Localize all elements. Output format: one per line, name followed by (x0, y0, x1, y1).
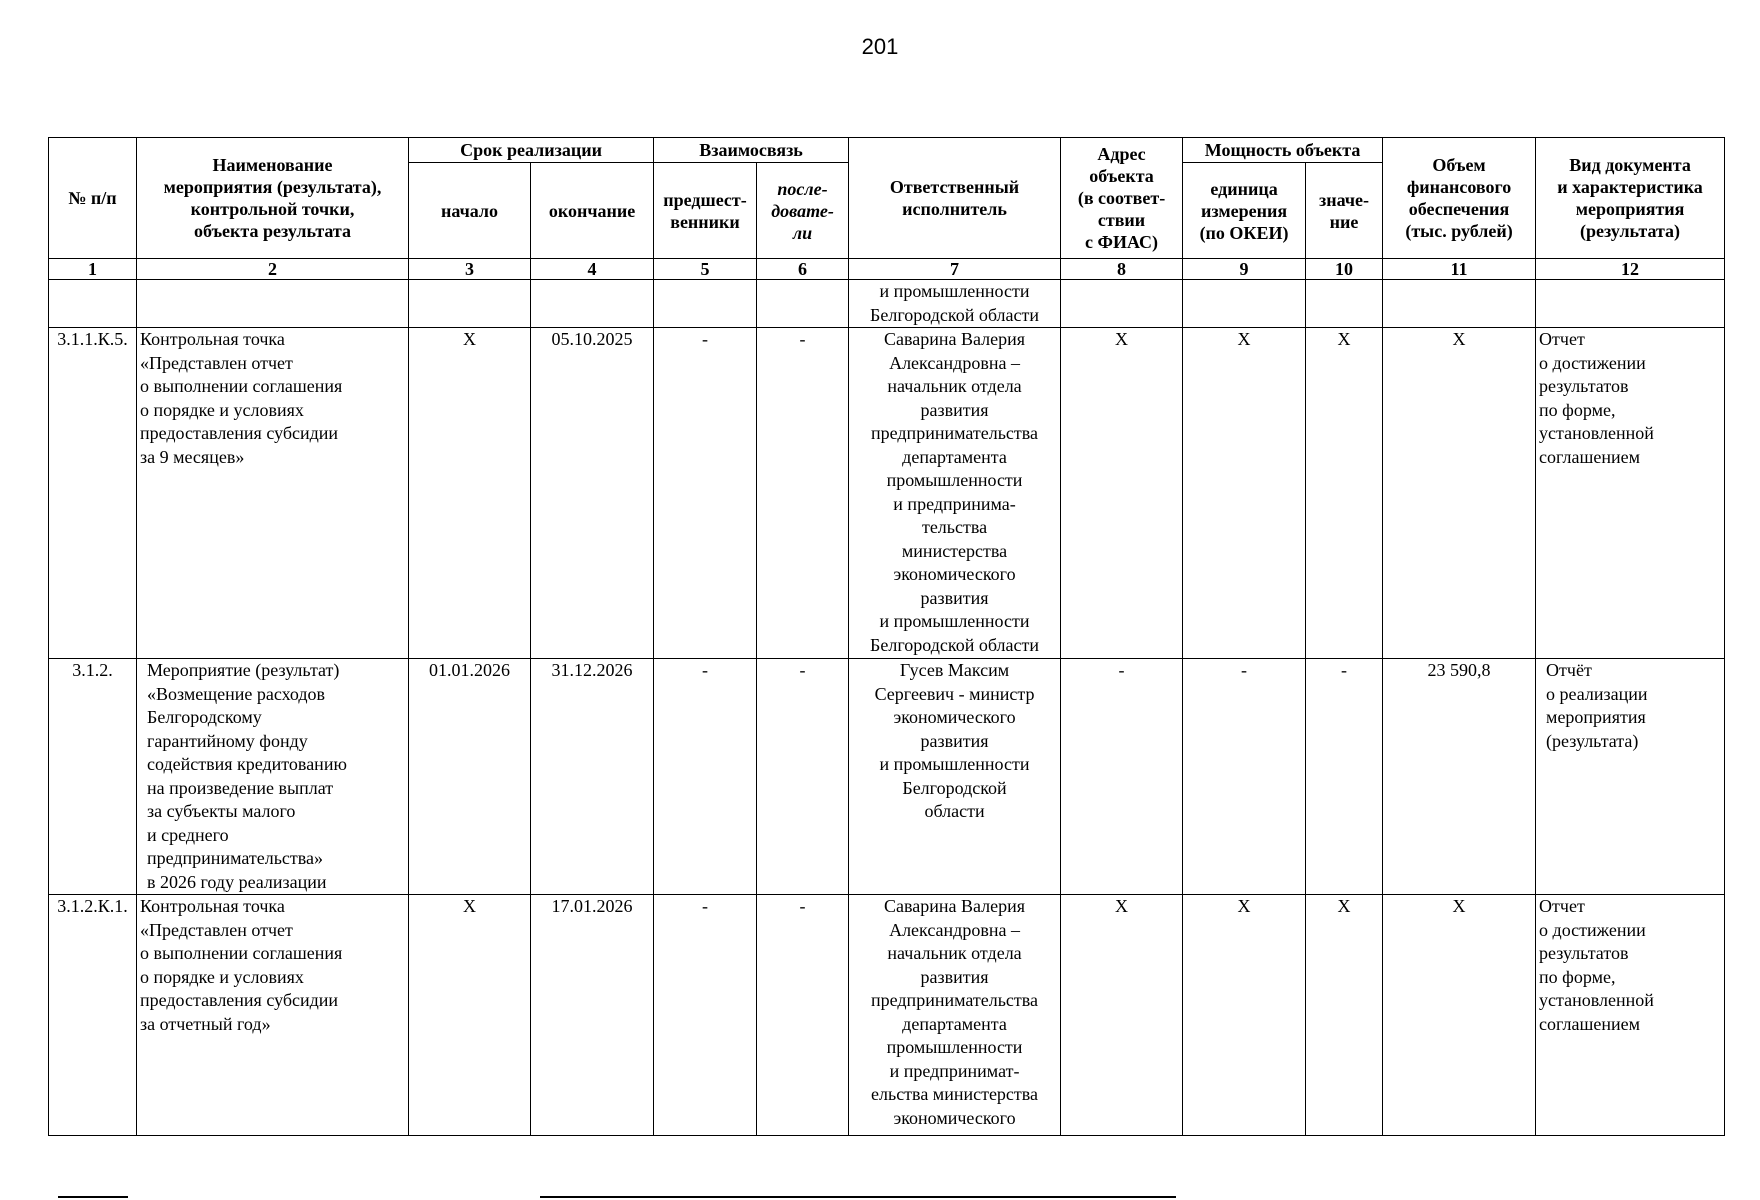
cell-predecessors (654, 280, 757, 328)
plan-table (48, 137, 1725, 1136)
header-address: Адрес объекта (в соответ- ствии с ФИАС) (1061, 138, 1183, 259)
cell-end: 17.01.2026 (531, 895, 654, 1136)
cell-responsible: Гусев Максим Сергеевич - министр экономического развития и промышленности Белгородской области (849, 659, 1061, 895)
cell-num: 3.1.2.К.1. (49, 895, 137, 1136)
cell-address: - (1061, 659, 1183, 895)
cell-start: X (409, 328, 531, 659)
cell-unit: X (1183, 328, 1306, 659)
cell-num (49, 280, 137, 328)
column-number: 8 (1061, 259, 1183, 280)
cell-unit: - (1183, 659, 1306, 895)
cell-name (137, 280, 409, 328)
header-predecessors: предшест- венники (654, 163, 757, 259)
cell-successors: - (757, 328, 849, 659)
table-body (49, 280, 1725, 1136)
cell-successors: - (757, 895, 849, 1136)
cell-predecessors: - (654, 659, 757, 895)
cell-unit: X (1183, 895, 1306, 1136)
cell-successors (757, 280, 849, 328)
cell-finance: X (1383, 895, 1536, 1136)
header-document: Вид документа и характеристика мероприятия (результата) (1536, 138, 1725, 259)
cell-start (409, 280, 531, 328)
column-number: 9 (1183, 259, 1306, 280)
cell-num: 3.1.1.К.5. (49, 328, 137, 659)
header-unit: единица измерения (по ОКЕИ) (1183, 163, 1306, 259)
table-header (49, 138, 1725, 280)
header-finance: Объем финансового обеспечения (тыс. рублей) (1383, 138, 1536, 259)
cell-start: X (409, 895, 531, 1136)
header-link-group: Взаимосвязь (654, 138, 849, 163)
cell-responsible: Саварина Валерия Александровна – начальник отдела развития предпринимательства департамента промышленности и предпринима- тельства министерства экономического развития и промышленности Белгородской области (849, 328, 1061, 659)
cell-finance: 23 590,8 (1383, 659, 1536, 895)
cell-document: Отчет о достижении результатов по форме, установленной соглашением (1536, 328, 1725, 659)
column-number: 3 (409, 259, 531, 280)
header-end: окончание (531, 163, 654, 259)
footer-rule (540, 1196, 1176, 1198)
header-term-group: Срок реализации (409, 138, 654, 163)
cell-end: 31.12.2026 (531, 659, 654, 895)
column-number: 7 (849, 259, 1061, 280)
cell-finance (1383, 280, 1536, 328)
cell-value: X (1306, 328, 1383, 659)
column-number: 6 (757, 259, 849, 280)
cell-document: Отчёт о реализации мероприятия (результата) (1536, 659, 1725, 895)
cell-name: Контрольная точка «Представлен отчет о выполнении соглашения о порядке и условиях предоставления субсидии за отчетный год» (137, 895, 409, 1136)
cell-successors: - (757, 659, 849, 895)
cell-responsible: Саварина Валерия Александровна – начальник отдела развития предпринимательства департамента промышленности и предпринимат- ельства министерства экономического (849, 895, 1061, 1136)
cell-start: 01.01.2026 (409, 659, 531, 895)
header-capacity-group: Мощность объекта (1183, 138, 1383, 163)
table-row (49, 328, 1725, 659)
cell-address (1061, 280, 1183, 328)
table-row (49, 280, 1725, 328)
table-row (49, 895, 1725, 1136)
header-name: Наименование мероприятия (результата), контрольной точки, объекта результата (137, 138, 409, 259)
cell-name: Мероприятие (результат) «Возмещение расходов Белгородскому гарантийному фонду содействия кредитованию на произведение выплат за субъекты малого и среднего предпринимательства» в 2026 году реализации (137, 659, 409, 895)
column-number: 2 (137, 259, 409, 280)
header-responsible: Ответственный исполнитель (849, 138, 1061, 259)
cell-value: - (1306, 659, 1383, 895)
column-number: 1 (49, 259, 137, 280)
cell-end: 05.10.2025 (531, 328, 654, 659)
column-number: 5 (654, 259, 757, 280)
cell-responsible: и промышленности Белгородской области (849, 280, 1061, 328)
column-number: 11 (1383, 259, 1536, 280)
cell-predecessors: - (654, 328, 757, 659)
column-numbers-row (49, 259, 1725, 280)
footer-rules (0, 1196, 1760, 1198)
column-number: 4 (531, 259, 654, 280)
header-successors: после- довате- ли (757, 163, 849, 259)
cell-value: X (1306, 895, 1383, 1136)
cell-end (531, 280, 654, 328)
header-value: значе- ние (1306, 163, 1383, 259)
cell-address: X (1061, 895, 1183, 1136)
column-number: 12 (1536, 259, 1725, 280)
cell-document: Отчет о достижении результатов по форме, установленной соглашением (1536, 895, 1725, 1136)
page-number: 201 (861, 34, 899, 59)
header-num: № п/п (49, 138, 137, 259)
cell-name: Контрольная точка «Представлен отчет о выполнении соглашения о порядке и условиях предоставления субсидии за 9 месяцев» (137, 328, 409, 659)
cell-document (1536, 280, 1725, 328)
cell-predecessors: - (654, 895, 757, 1136)
table-row (49, 659, 1725, 895)
cell-value (1306, 280, 1383, 328)
header-start: начало (409, 163, 531, 259)
cell-unit (1183, 280, 1306, 328)
cell-address: X (1061, 328, 1183, 659)
footer-rule (58, 1196, 128, 1198)
cell-finance: X (1383, 328, 1536, 659)
column-number: 10 (1306, 259, 1383, 280)
cell-num: 3.1.2. (49, 659, 137, 895)
